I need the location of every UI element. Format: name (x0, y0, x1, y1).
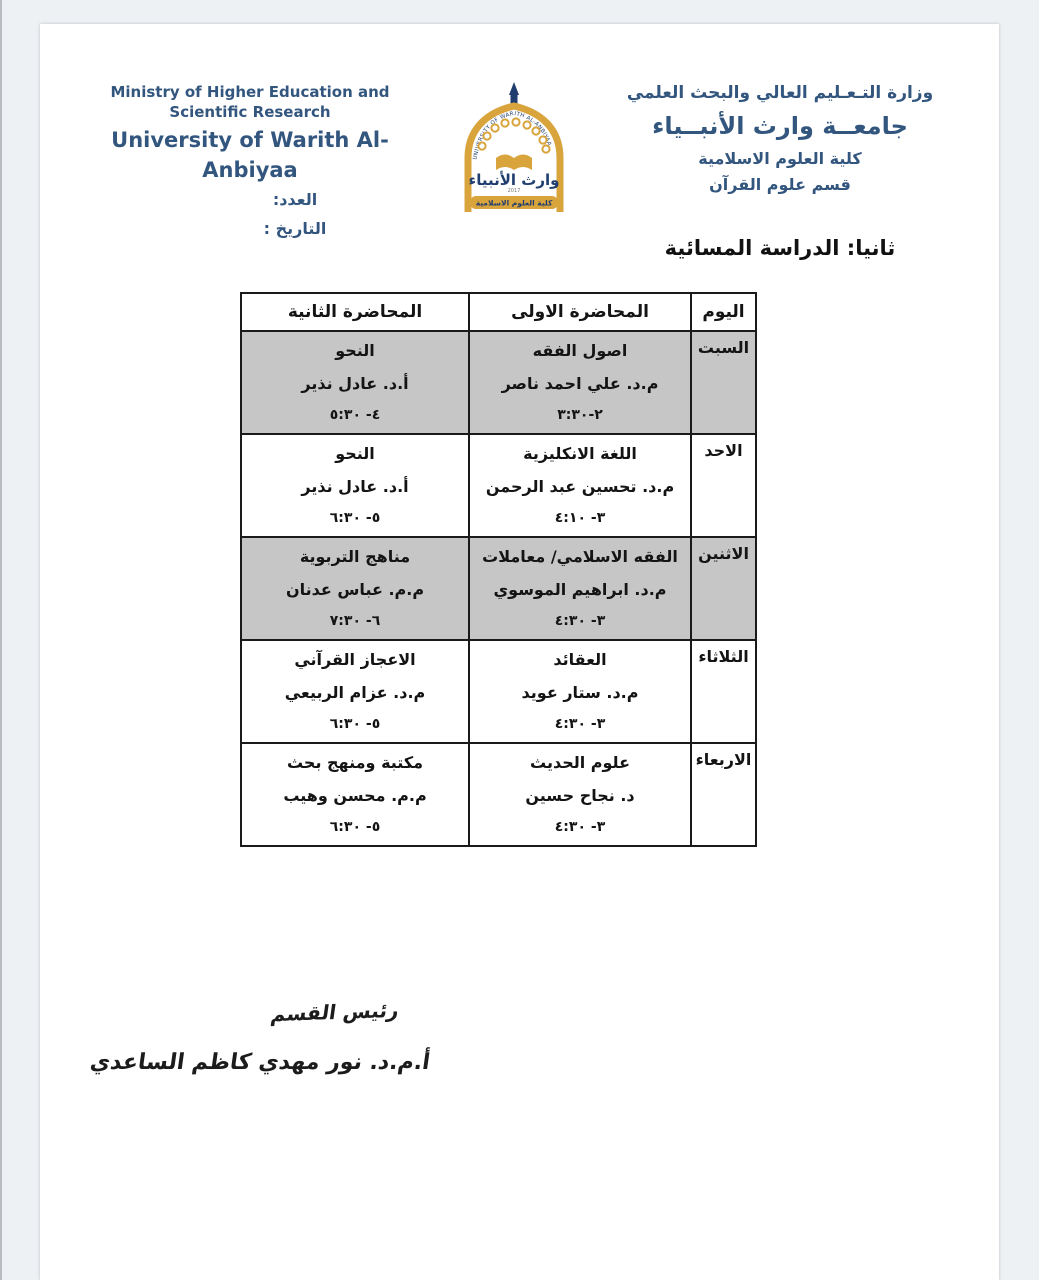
second-lecture-cell (241, 537, 469, 640)
time: ٤- ٥:٣٠ (329, 407, 381, 423)
table-row (241, 743, 756, 846)
university-logo (452, 78, 576, 218)
time: ٣- ٤:١٠ (554, 510, 606, 526)
time: ٢-٣:٣٠ (557, 407, 603, 423)
teacher: م.د. علي احمد ناصر (501, 374, 659, 393)
ministry-line-ar: وزارة التـعـليم العالي والبحث العلمي (626, 83, 934, 103)
subject: مناهج التربوية (299, 547, 411, 566)
teacher: م.د. عزام الربيعي (284, 683, 426, 702)
ministry-line-1: Ministry of Higher Education and (110, 83, 390, 101)
logo-open-book-icon (496, 155, 532, 171)
time: ٣- ٤:٣٠ (554, 716, 606, 732)
university-name-en: University of Warith Al- Anbiyaa (111, 128, 389, 182)
teacher: م.م. عباس عدنان (285, 580, 425, 599)
logo-curved-text: UNIVERSITY OF WARITH AL-ANBIYAA (472, 111, 553, 161)
second-lecture-cell (241, 434, 469, 537)
time: ٥- ٦:٣٠ (329, 510, 381, 526)
second-lecture-cell (241, 331, 469, 434)
subject: علوم الحديث (530, 753, 630, 772)
subject: اصول الفقه (532, 341, 628, 360)
table-header-row (241, 293, 756, 331)
subject: النحو (335, 341, 375, 360)
logo-banner-text: كلية العلوم الاسلامية (475, 198, 553, 208)
subject: الاعجاز القرآني (294, 650, 416, 669)
time: ٣- ٤:٣٠ (554, 613, 606, 629)
subject: مكتبة ومنهج بحث (286, 753, 424, 772)
header-right-block (610, 80, 950, 198)
subject: الفقه الاسلامي/ معاملات (482, 547, 678, 566)
department-name-ar: قسم علوم القرآن (709, 175, 851, 194)
ministry-line-2: Scientific Research (169, 103, 331, 121)
first-lecture-cell (469, 331, 691, 434)
subject: النحو (335, 444, 375, 463)
signature-title: رئيس القسم (269, 997, 401, 1027)
university-name-ar: جامعــة وارث الأنبــياء (652, 112, 908, 140)
table-row (241, 331, 756, 434)
college-name-ar: كلية العلوم الاسلامية (698, 149, 862, 168)
number-label: العدد: (272, 190, 318, 209)
day-cell: الثلاثاء (691, 640, 756, 743)
signature-name: أ.م.د. نور مهدي كاظم الساعدي (88, 1050, 432, 1075)
teacher: م.د. ابراهيم الموسوي (493, 580, 667, 599)
time: ٣- ٤:٣٠ (554, 819, 606, 835)
header-day: اليوم (691, 293, 756, 331)
time: ٦- ٧:٣٠ (329, 613, 381, 629)
logo-minaret-icon (509, 82, 519, 95)
teacher: م.م. محسن وهيب (283, 786, 427, 805)
day-cell: السبت (691, 331, 756, 434)
header-first-lecture: المحاضرة الاولى (469, 293, 691, 331)
first-lecture-cell (469, 537, 691, 640)
first-lecture-cell (469, 434, 691, 537)
table-row (241, 537, 756, 640)
teacher: أ.د. عادل نذير (301, 374, 409, 393)
table-row (241, 640, 756, 743)
first-lecture-cell (469, 743, 691, 846)
teacher: د. نجاح حسين (525, 786, 635, 805)
day-cell: الاربعاء (691, 743, 756, 846)
second-lecture-cell (241, 640, 469, 743)
section-title: ثانيا: الدراسة المسائية (664, 236, 896, 260)
scan-edge-line (0, 0, 2, 1280)
first-lecture-cell (469, 640, 691, 743)
teacher: أ.د. عادل نذير (301, 477, 409, 496)
date-label: التاريخ : (263, 219, 327, 238)
table-row (241, 434, 756, 537)
logo-year: 2017 (507, 188, 521, 194)
teacher: م.د. ستار عويد (521, 683, 639, 702)
subject: اللغة الانكليزية (523, 444, 637, 463)
header-second-lecture: المحاضرة الثانية (241, 293, 469, 331)
day-cell: الاثنين (691, 537, 756, 640)
header-left-block (70, 82, 430, 243)
day-cell: الاحد (691, 434, 756, 537)
time: ٥- ٦:٣٠ (329, 716, 381, 732)
subject: العقائد (553, 650, 607, 669)
time: ٥- ٦:٣٠ (329, 819, 381, 835)
logo-calligraphy: وارث الأنبياء (468, 171, 560, 189)
second-lecture-cell (241, 743, 469, 846)
schedule-table (240, 292, 757, 847)
teacher: م.د. تحسين عبد الرحمن (485, 477, 675, 496)
